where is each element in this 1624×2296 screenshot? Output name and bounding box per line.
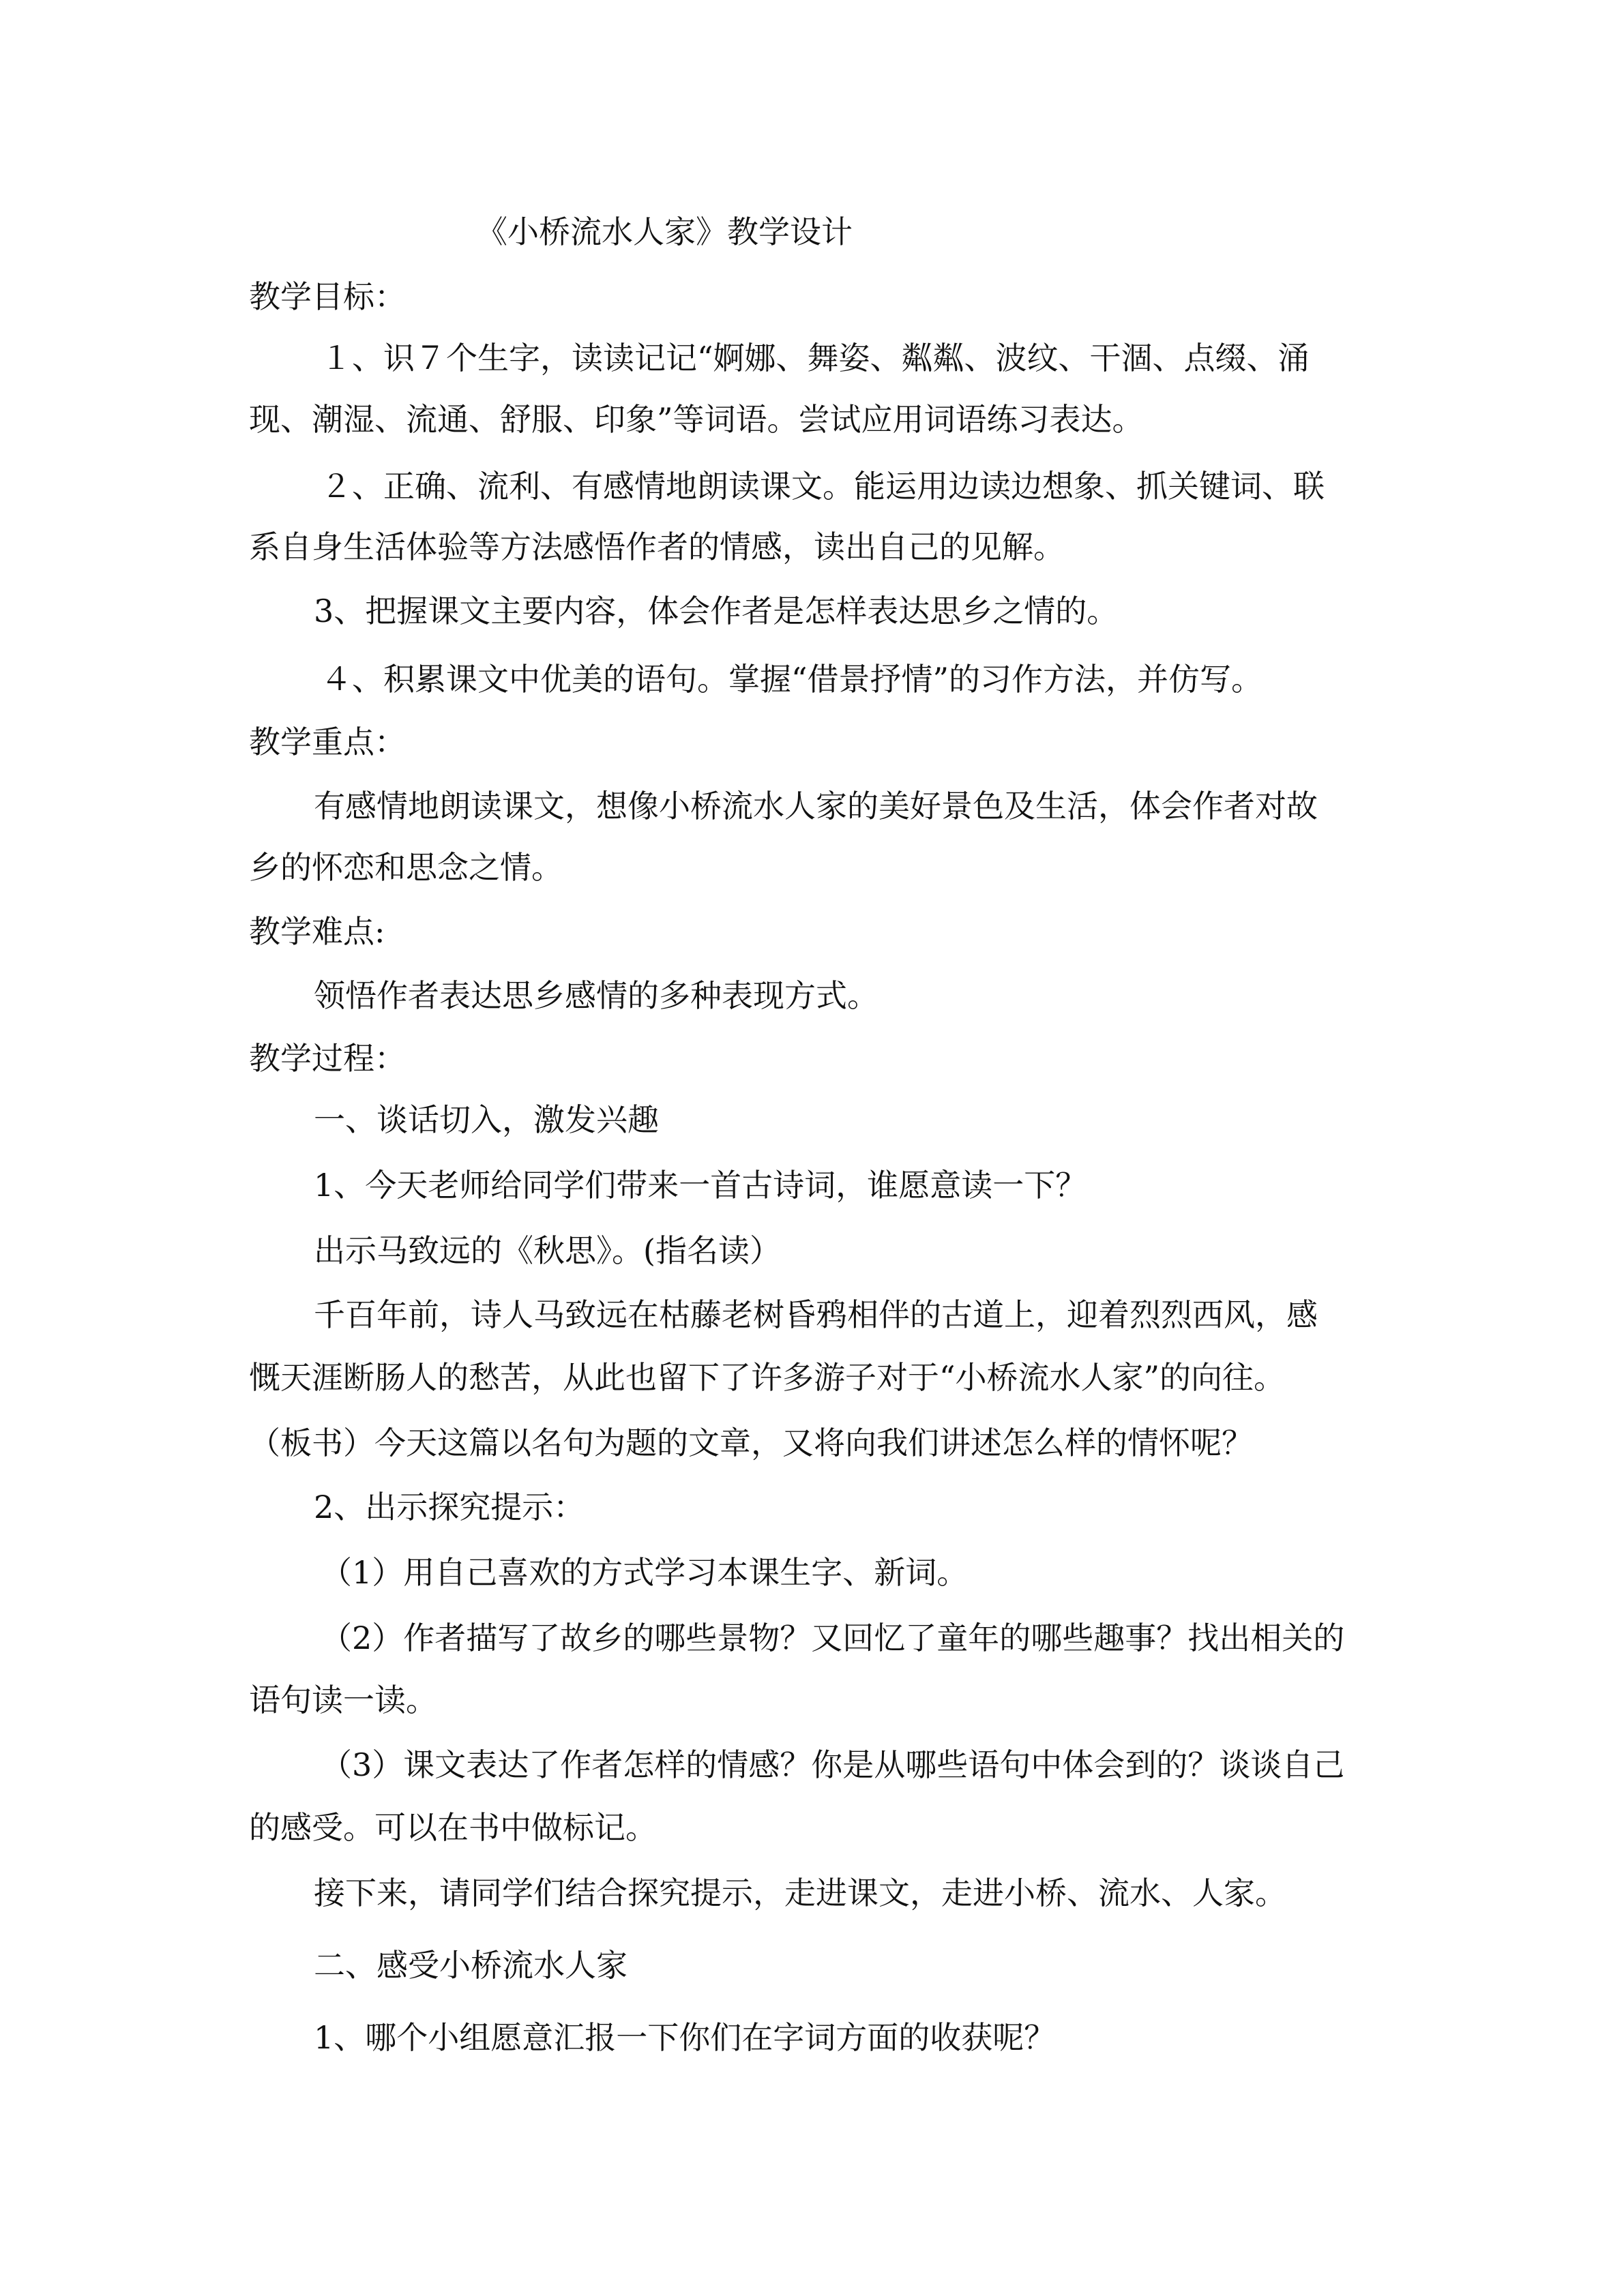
- objective-item-2-line-1: ２、正确、流利、有感情地朗读课文。能运用边读边想象、抓关键词、联: [321, 468, 1325, 505]
- difficulties-heading: 教学难点:: [249, 913, 385, 950]
- hint-2-line-1: （2）作者描写了故乡的哪些景物？又回忆了童年的哪些趣事？找出相关的: [321, 1620, 1345, 1656]
- section-2-item-1: 1、哪个小组愿意汇报一下你们在字词方面的收获呢？: [314, 2019, 1056, 2056]
- objective-item-2-line-2: 系自身生活体验等方法感悟作者的情感，读出自己的见解。: [249, 528, 1065, 565]
- section-1-paragraph-line-3: （板书）今天这篇以名句为题的文章，又将向我们讲述怎么样的情怀呢？: [249, 1425, 1253, 1461]
- document-title: 《小桥流水人家》教学设计: [476, 213, 853, 250]
- objective-item-4: ４、积累课文中优美的语句。掌握“借景抒情”的习作方法，并仿写。: [321, 661, 1263, 698]
- section-1-item-2: 2、出示探究提示：: [314, 1489, 585, 1525]
- objective-item-3: 3、把握课文主要内容，体会作者是怎样表达思乡之情的。: [314, 593, 1119, 629]
- section-1-paragraph-line-2: 慨天涯断肠人的愁苦，从此也留下了许多游子对于“小桥流水人家”的向往。: [249, 1359, 1286, 1396]
- hint-3-line-1: （3）课文表达了作者怎样的情感？你是从哪些语句中体会到的？谈谈自己: [321, 1746, 1345, 1783]
- section-1-paragraph-line-1: 千百年前，诗人马致远在枯藤老树昏鸦相伴的古道上，迎着烈烈西风，感: [314, 1296, 1318, 1333]
- section-1-item-1: 1、今天老师给同学们带来一首古诗词，谁愿意读一下？: [314, 1167, 1087, 1204]
- objectives-heading: 教学目标：: [249, 278, 406, 315]
- section-1-show-poem: 出示马致远的《秋思》。(指名读）: [314, 1232, 781, 1269]
- key-points-heading: 教学重点：: [249, 724, 406, 760]
- section-2-title: 二、感受小桥流水人家: [314, 1947, 628, 1984]
- objective-item-1-line-1: １、识７个生字，读读记记“婀娜、舞姿、粼粼、波纹、干涸、点缀、涌: [321, 340, 1310, 376]
- difficulties-line-1: 领悟作者表达思乡感情的多种表现方式。: [314, 977, 879, 1014]
- key-points-line-2: 乡的怀恋和思念之情。: [249, 849, 563, 886]
- objective-item-1-line-2: 现、潮湿、流通、舒服、印象”等词语。尝试应用词语练习表达。: [249, 401, 1144, 438]
- hint-3-line-2: 的感受。可以在书中做标记。: [249, 1809, 657, 1846]
- hint-1: （1）用自己喜欢的方式学习本课生字、新词。: [321, 1554, 969, 1591]
- process-heading: 教学过程：: [249, 1040, 406, 1077]
- section-1-title: 一、谈话切入，激发兴趣: [314, 1101, 659, 1138]
- key-points-line-1: 有感情地朗读课文，想像小桥流水人家的美好景色及生活，体会作者对故: [314, 788, 1318, 824]
- transition-line: 接下来，请同学们结合探究提示，走进课文，走进小桥、流水、人家。: [314, 1875, 1286, 1911]
- hint-2-line-2: 语句读一读。: [249, 1682, 437, 1718]
